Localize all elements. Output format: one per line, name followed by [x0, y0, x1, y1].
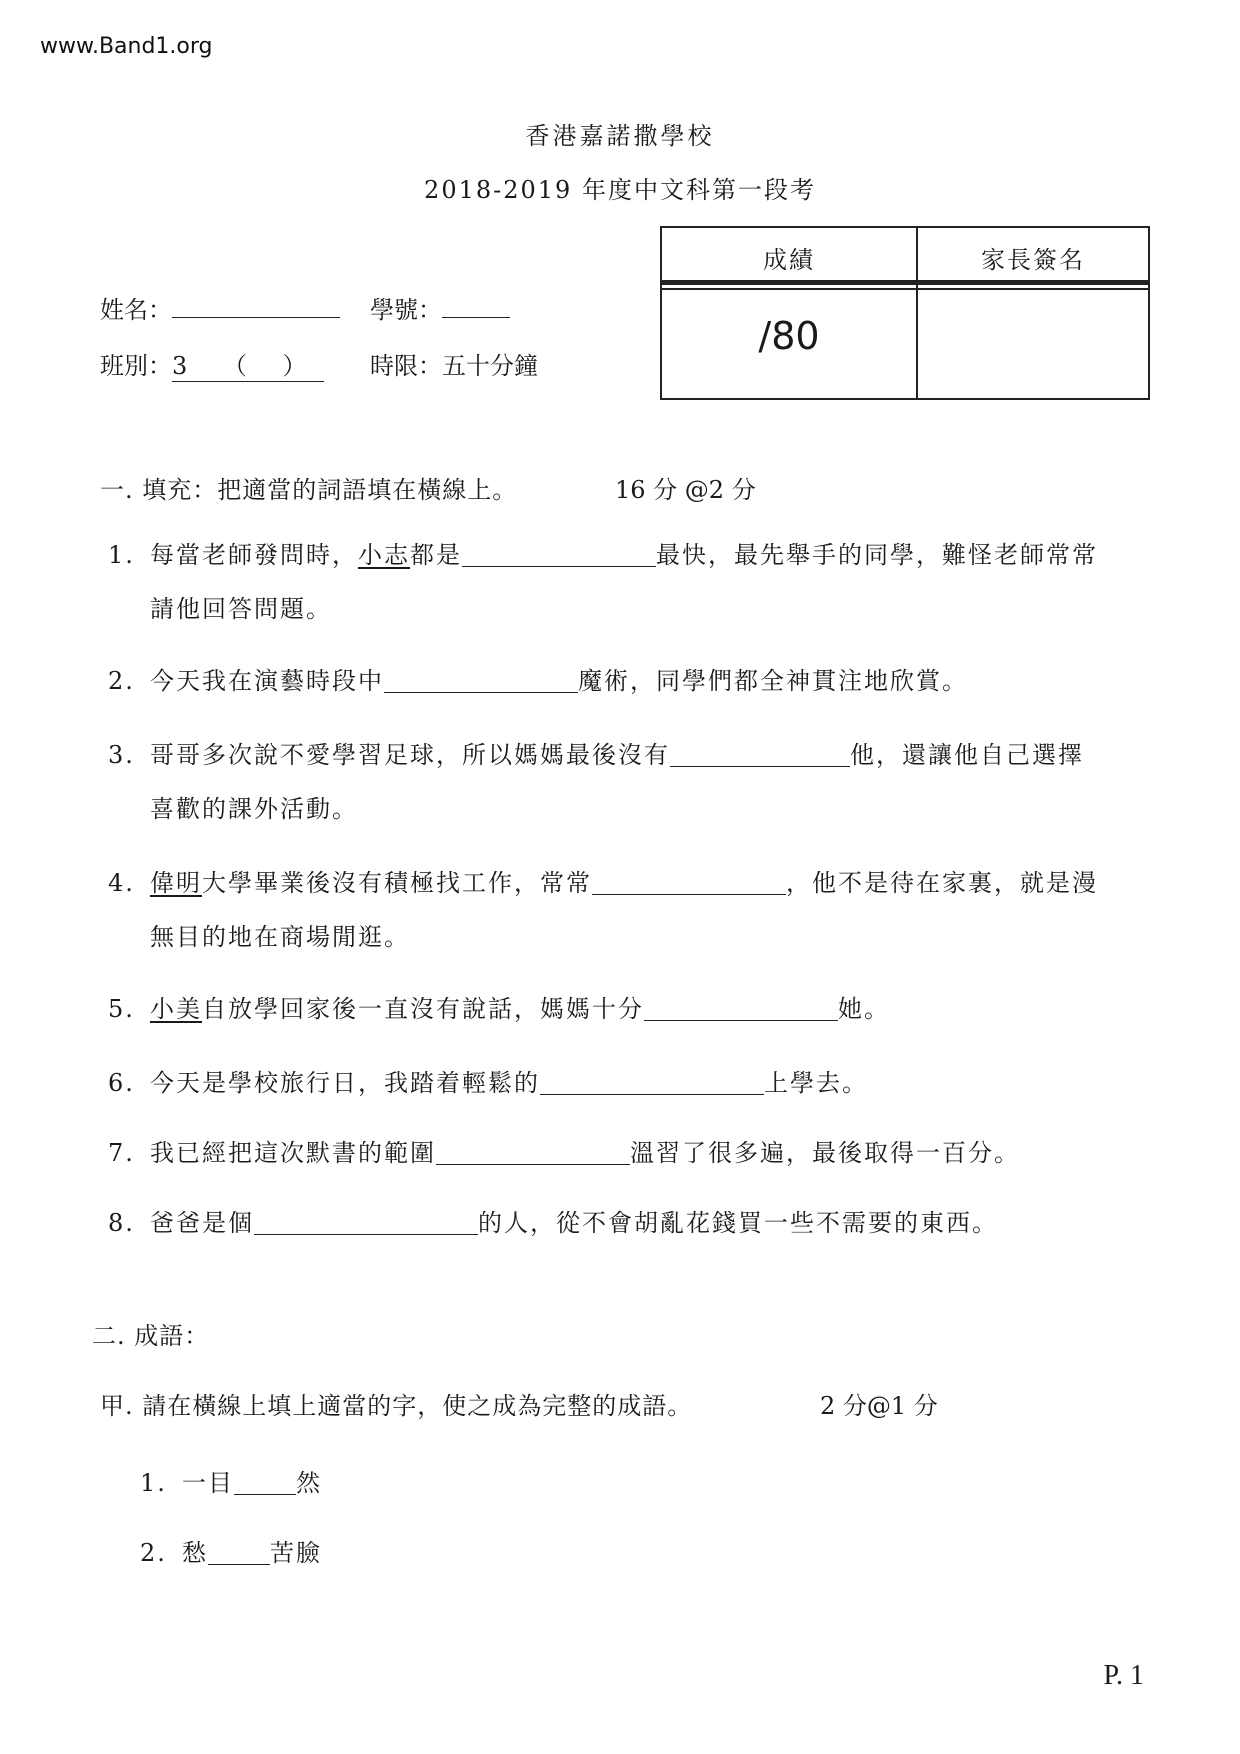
- question-number: 5.: [108, 995, 135, 1023]
- question-number: 8.: [108, 1209, 135, 1237]
- question-text: 我已經把這次默書的範圍: [150, 1139, 436, 1167]
- name-field: [100, 290, 340, 325]
- proper-name: 小志: [358, 541, 410, 569]
- section2-marks: 2 分@1 分: [820, 1392, 938, 1420]
- question-text-cont: 無目的地在商場閒逛。: [150, 923, 410, 951]
- question-text: 大學畢業後沒有積極找工作，常常: [202, 869, 592, 897]
- question-text: 最快，最先舉手的同學，難怪老師常常: [656, 541, 1098, 569]
- parent-signature-field[interactable]: [918, 290, 1148, 398]
- time-limit: 時限：五十分鐘: [370, 352, 538, 380]
- question-text: 魔術，同學們都全神貫注地欣賞。: [578, 667, 968, 695]
- page-number: P. 1: [1103, 1660, 1144, 1691]
- exam-title: 2018-2019 年度中文科第一段考: [424, 176, 816, 204]
- student-number-label: 學號：: [370, 296, 442, 324]
- idiom-text: 一目: [182, 1469, 234, 1497]
- score-value: /80: [758, 314, 820, 358]
- question-text: 的人，從不會胡亂花錢買一些不需要的東西。: [478, 1209, 998, 1237]
- answer-blank[interactable]: [436, 1140, 630, 1165]
- question-text-cont: 喜歡的課外活動。: [150, 795, 358, 823]
- school-title: 香港嘉諾撒學校: [525, 122, 715, 150]
- question-4: [108, 856, 1168, 964]
- proper-name: 小美: [150, 995, 202, 1023]
- question-text: 每當老師發問時，: [150, 541, 358, 569]
- answer-blank[interactable]: [670, 742, 850, 767]
- question-number: 1.: [108, 541, 135, 569]
- class-label: 班別：: [100, 352, 172, 380]
- answer-blank[interactable]: [462, 542, 656, 567]
- answer-blank[interactable]: [540, 1070, 764, 1095]
- section1-marks: 16 分 @2 分: [615, 476, 756, 504]
- question-text: ，他不是待在家裏，就是漫: [786, 869, 1098, 897]
- question-number: 7.: [108, 1139, 135, 1167]
- idiom-text: 愁: [182, 1539, 208, 1567]
- idiom-text: 苦臉: [270, 1539, 322, 1567]
- answer-blank[interactable]: [384, 668, 578, 693]
- question-8: [108, 1196, 1168, 1250]
- name-label: 姓名：: [100, 296, 172, 324]
- idiom-text: 然: [296, 1469, 322, 1497]
- parent-signature-label: 家長簽名: [981, 246, 1085, 274]
- section2-title: 二. 成語：: [92, 1322, 210, 1350]
- question-text: 都是: [410, 541, 462, 569]
- student-number-field: [370, 290, 510, 325]
- student-number-input[interactable]: [442, 297, 510, 318]
- question-text: 自放學回家後一直沒有說話，媽媽十分: [202, 995, 644, 1023]
- question-text: 爸爸是個: [150, 1209, 254, 1237]
- class-field: [100, 346, 324, 382]
- question-text: 她。: [838, 995, 890, 1023]
- question-number: 1.: [140, 1469, 167, 1497]
- question-number: 2.: [108, 667, 135, 695]
- question-number: 2.: [140, 1539, 167, 1567]
- class-value[interactable]: 3 （ ）: [172, 346, 324, 382]
- question-number: 4.: [108, 869, 135, 897]
- answer-blank[interactable]: [592, 870, 786, 895]
- idiom-1: [140, 1456, 740, 1510]
- question-text: 他，還讓他自己選擇: [850, 741, 1084, 769]
- answer-blank[interactable]: [208, 1540, 270, 1565]
- proper-name: 偉明: [150, 869, 202, 897]
- question-number: 6.: [108, 1069, 135, 1097]
- question-1: [108, 528, 1168, 636]
- section2-subtitle: 甲. 請在橫線上填上適當的字，使之成為完整的成語。: [100, 1392, 693, 1420]
- answer-blank[interactable]: [254, 1210, 478, 1235]
- question-text: 上學去。: [764, 1069, 868, 1097]
- answer-blank[interactable]: [234, 1470, 296, 1495]
- score-box: [660, 226, 1150, 400]
- question-7: [108, 1126, 1168, 1180]
- watermark: www.Band1.org: [40, 34, 213, 59]
- question-5: [108, 982, 1168, 1036]
- question-text-cont: 請他回答問題。: [150, 595, 332, 623]
- question-2: [108, 654, 1168, 708]
- idiom-2: [140, 1526, 740, 1580]
- section1-title: 一. 填充：把適當的詞語填在橫線上。: [100, 476, 518, 504]
- answer-blank[interactable]: [644, 996, 838, 1021]
- question-3: [108, 728, 1168, 836]
- question-6: [108, 1056, 1168, 1110]
- name-input[interactable]: [172, 297, 340, 318]
- question-text: 今天我在演藝時段中: [150, 667, 384, 695]
- question-text: 哥哥多次說不愛學習足球，所以媽媽最後沒有: [150, 741, 670, 769]
- question-text: 今天是學校旅行日，我踏着輕鬆的: [150, 1069, 540, 1097]
- score-label: 成績: [763, 246, 815, 274]
- question-text: 溫習了很多遍，最後取得一百分。: [630, 1139, 1020, 1167]
- question-number: 3.: [108, 741, 135, 769]
- score-box-rule: [662, 280, 1148, 285]
